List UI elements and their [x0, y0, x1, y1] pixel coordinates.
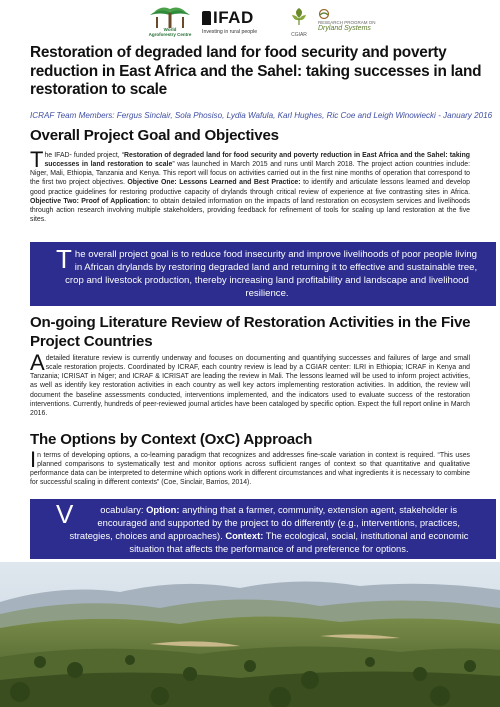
context-definition: The ecological, social, institutional and economic situation that affects the performance of and preference for options.	[129, 530, 469, 554]
goal-band-dropcap: T	[56, 244, 72, 274]
cgiar-logo	[286, 6, 312, 36]
landscape-illustration	[0, 562, 500, 707]
oxc-dropcap: I	[30, 447, 37, 472]
waf-logo-line1: World	[163, 27, 177, 32]
partner-logos	[148, 4, 494, 38]
goal-band-text: he overall project goal is to reduce food insecurity and improve livelihoods of poor people living in African drylands by restoring degraded land and returning it to effective and sustainable tree, crop and livestock production, thereby increasing land profitability and landscape and livelihood resilience.	[65, 249, 478, 299]
option-definition: anything that a farmer, community, extension agent, stakeholder is encouraged and supported by the project to do differently (e.g., interventions, practices, strategies, choices and approaches).	[69, 504, 460, 541]
ifad-mark	[202, 8, 286, 28]
goal-paragraph	[30, 147, 471, 224]
objective-one-text: to identify and articulate lessons learned and develop good practice guidelines for restoring productive capacity of drylands through critical review of experience at five contrasting sites in Africa.	[30, 179, 470, 196]
cgiar-name: CGIAR	[291, 32, 307, 38]
objective-two-label: Objective Two: Proof of Application:	[30, 197, 151, 205]
objective-one-label: Objective One: Lessons Learned and Best Practice:	[127, 179, 301, 187]
context-label: Context:	[225, 530, 264, 541]
poster-title: Restoration of degraded land for food security and poverty reduction in East Africa and the Sahel: taking successes in land restoration to scale	[30, 44, 482, 98]
ifad-logo	[202, 8, 286, 38]
team-members: ICRAF Team Members: Fergus Sinclair, Sola Phosiso, Lydia Wafula, Karl Hughes, Ric Coe and Leigh Winowiecki - January 2016	[30, 111, 493, 120]
cgiar-leaf-icon	[289, 6, 309, 26]
literature-heading: On-going Literature Review of Restoration Activities in the Five Project Countries	[30, 314, 471, 350]
goal-dropcap: T	[30, 147, 44, 172]
vocabulary-band	[30, 499, 496, 559]
dryland-systems-logo	[318, 9, 376, 37]
ifad-tagline: Investing in rural people	[202, 29, 258, 35]
tree-logo-icon	[148, 4, 192, 28]
vocab-dropcap: V	[56, 499, 74, 529]
vocab-intro: ocabulary:	[100, 504, 147, 515]
goal-statement-band	[30, 242, 496, 306]
crp-line1: RESEARCH PROGRAM ON	[318, 20, 376, 25]
goal-text-1: he IFAD- funded project, “	[44, 152, 125, 159]
crp-line2: Dryland Systems	[318, 25, 371, 32]
literature-text: detailed literature review is currently underway and focuses on documenting and quantifying successes and failures of large and small scale restoration projects. Coordinated by ICRAF, each country review is lead by a CGIAR center: ILRI in Ethiopia; ICRAF in Kenya and Tanzania; ICRISAT in Niger; and ICRAF & ICRISAT are leading the review in Mali. The lessons learned will be used to inform project activities, as well as identify key restoration activities in each country as well key actors implementing restoration activities. In addition, the review will document the baseline assessments conducted, interventions implemented, and the indicators used to evaluate success of the restoration interventions. Currently, hundreds of peer-reviewed journal articles have been cataloged by specific option. Expect the full report online in March 2016.	[30, 355, 470, 417]
dryland-systems-icon	[318, 9, 330, 19]
world-agroforestry-logo	[148, 4, 192, 38]
goal-text-2: ” was launched in March 2015 and runs until March 2018. The project action countries include: Niger, Mali, Ethiopia, Tanzania and Kenya. This report will focus on activities carried out in the first nine months of operation that correspond to the first two project objectives.	[30, 161, 471, 187]
project-name: Restoration of degraded land for food security and poverty reduction in East Africa and the Sahel: taking successes in land restoration to scale	[44, 152, 470, 169]
oxc-heading: The Options by Context (OxC) Approach	[30, 431, 313, 448]
goal-heading: Overall Project Goal and Objectives	[30, 127, 279, 144]
oxc-paragraph	[30, 447, 470, 488]
literature-paragraph	[30, 350, 470, 418]
option-label: Option:	[146, 504, 180, 515]
landscape-photo	[0, 562, 500, 707]
oxc-text: n terms of developing options, a co-learning paradigm that recognizes and addresses fine-scale variation in context is required. “This uses planned comparisons to systematically test and monitor options across sufficient ranges of context so that quantitative and qualitative performance data can be interpreted to determine which options work in different circumstances and what ingredients it is necessary to combine for successful scaling in different contexts” (Coe, Sinclair, Barrios, 2014).	[30, 452, 470, 487]
ifad-mark-icon	[202, 11, 211, 25]
objective-two-text: to obtain detailed information on the impacts of land restoration on ecosystem services and livelihoods through action research involving multiple stakeholders, providing feedback for refinement of tools for scaling up land restoration at the five sites.	[30, 197, 470, 224]
waf-logo-line2: Agroforestry Centre	[148, 31, 192, 37]
literature-dropcap: A	[30, 350, 45, 375]
ifad-name: IFAD	[213, 8, 254, 27]
